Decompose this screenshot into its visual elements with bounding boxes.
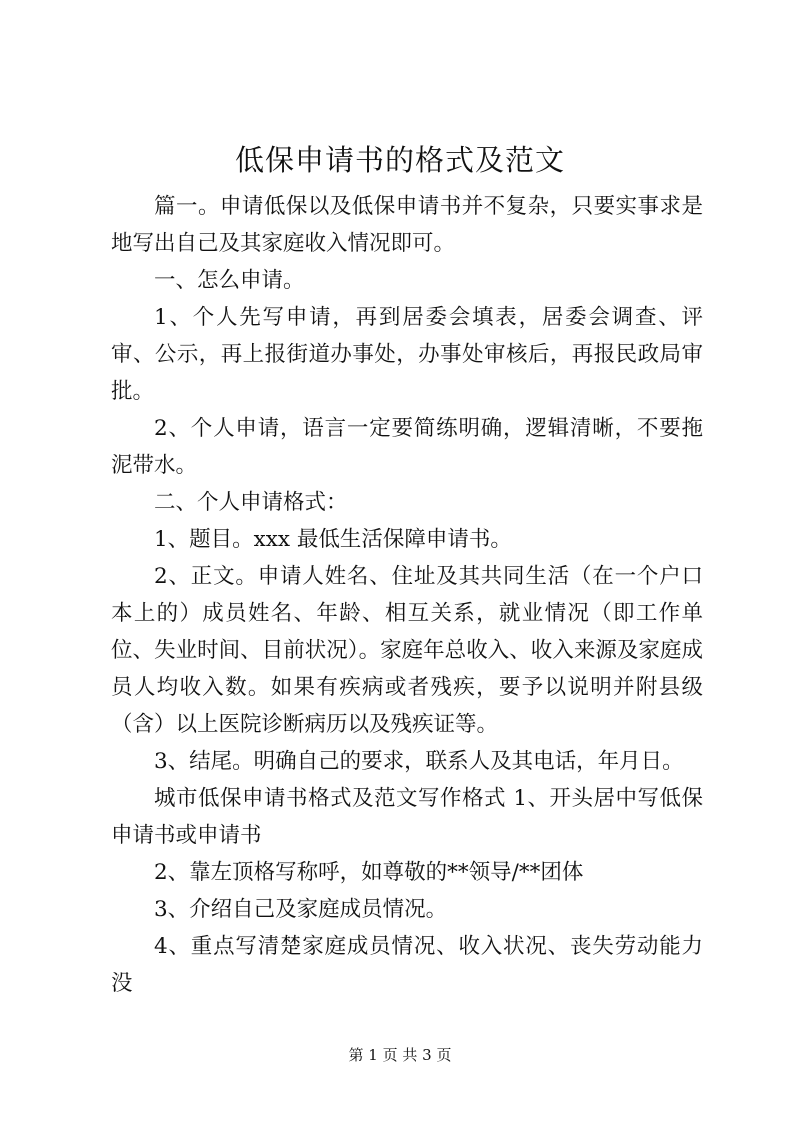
paragraph: 4、重点写清楚家庭成员情况、收入状况、丧失劳动能力没 xyxy=(111,934,703,996)
page-footer: 第 1 页 共 3 页 xyxy=(348,1046,452,1064)
paragraph: 2、靠左顶格写称呼，如尊敬的**领导/**团体 xyxy=(154,860,584,885)
paragraph: 1、题目。xxx 最低生活保障申请书。 xyxy=(154,527,512,552)
paragraph: 城市低保申请书格式及范文写作格式 1、开头居中写低保申请书或申请书 xyxy=(111,786,703,848)
paragraph: 2、个人申请，语言一定要简练明确，逻辑清晰，不要拖泥带水。 xyxy=(111,416,703,478)
paragraph: 篇一。申请低保以及低保申请书并不复杂，只要实事求是地写出自己及其家庭收入情况即可。 xyxy=(111,194,703,256)
paragraph: 1、个人先写申请，再到居委会填表，居委会调查、评审、公示，再上报街道办事处，办事处审核后，再报民政局审批。 xyxy=(111,305,703,404)
paragraph: 2、正文。申请人姓名、住址及其共同生活（在一个户口本上的）成员姓名、年龄、相互关系，就业情况（即工作单位、失业时间、目前状况）。家庭年总收入、收入来源及家庭成员人均收入数。如果有疾病或者残疾，要予以说明并附县级（含）以上医院诊断病历以及残疾证等。 xyxy=(111,564,703,737)
paragraph: 3、结尾。明确自己的要求，联系人及其电话，年月日。 xyxy=(154,749,684,774)
paragraph: 3、介绍自己及家庭成员情况。 xyxy=(154,897,448,922)
document-body xyxy=(111,188,703,1002)
document-title: 低保申请书的格式及范文 xyxy=(234,143,565,177)
paragraph: 二、个人申请格式： xyxy=(154,490,348,515)
paragraph: 一、怎么申请。 xyxy=(154,268,305,293)
